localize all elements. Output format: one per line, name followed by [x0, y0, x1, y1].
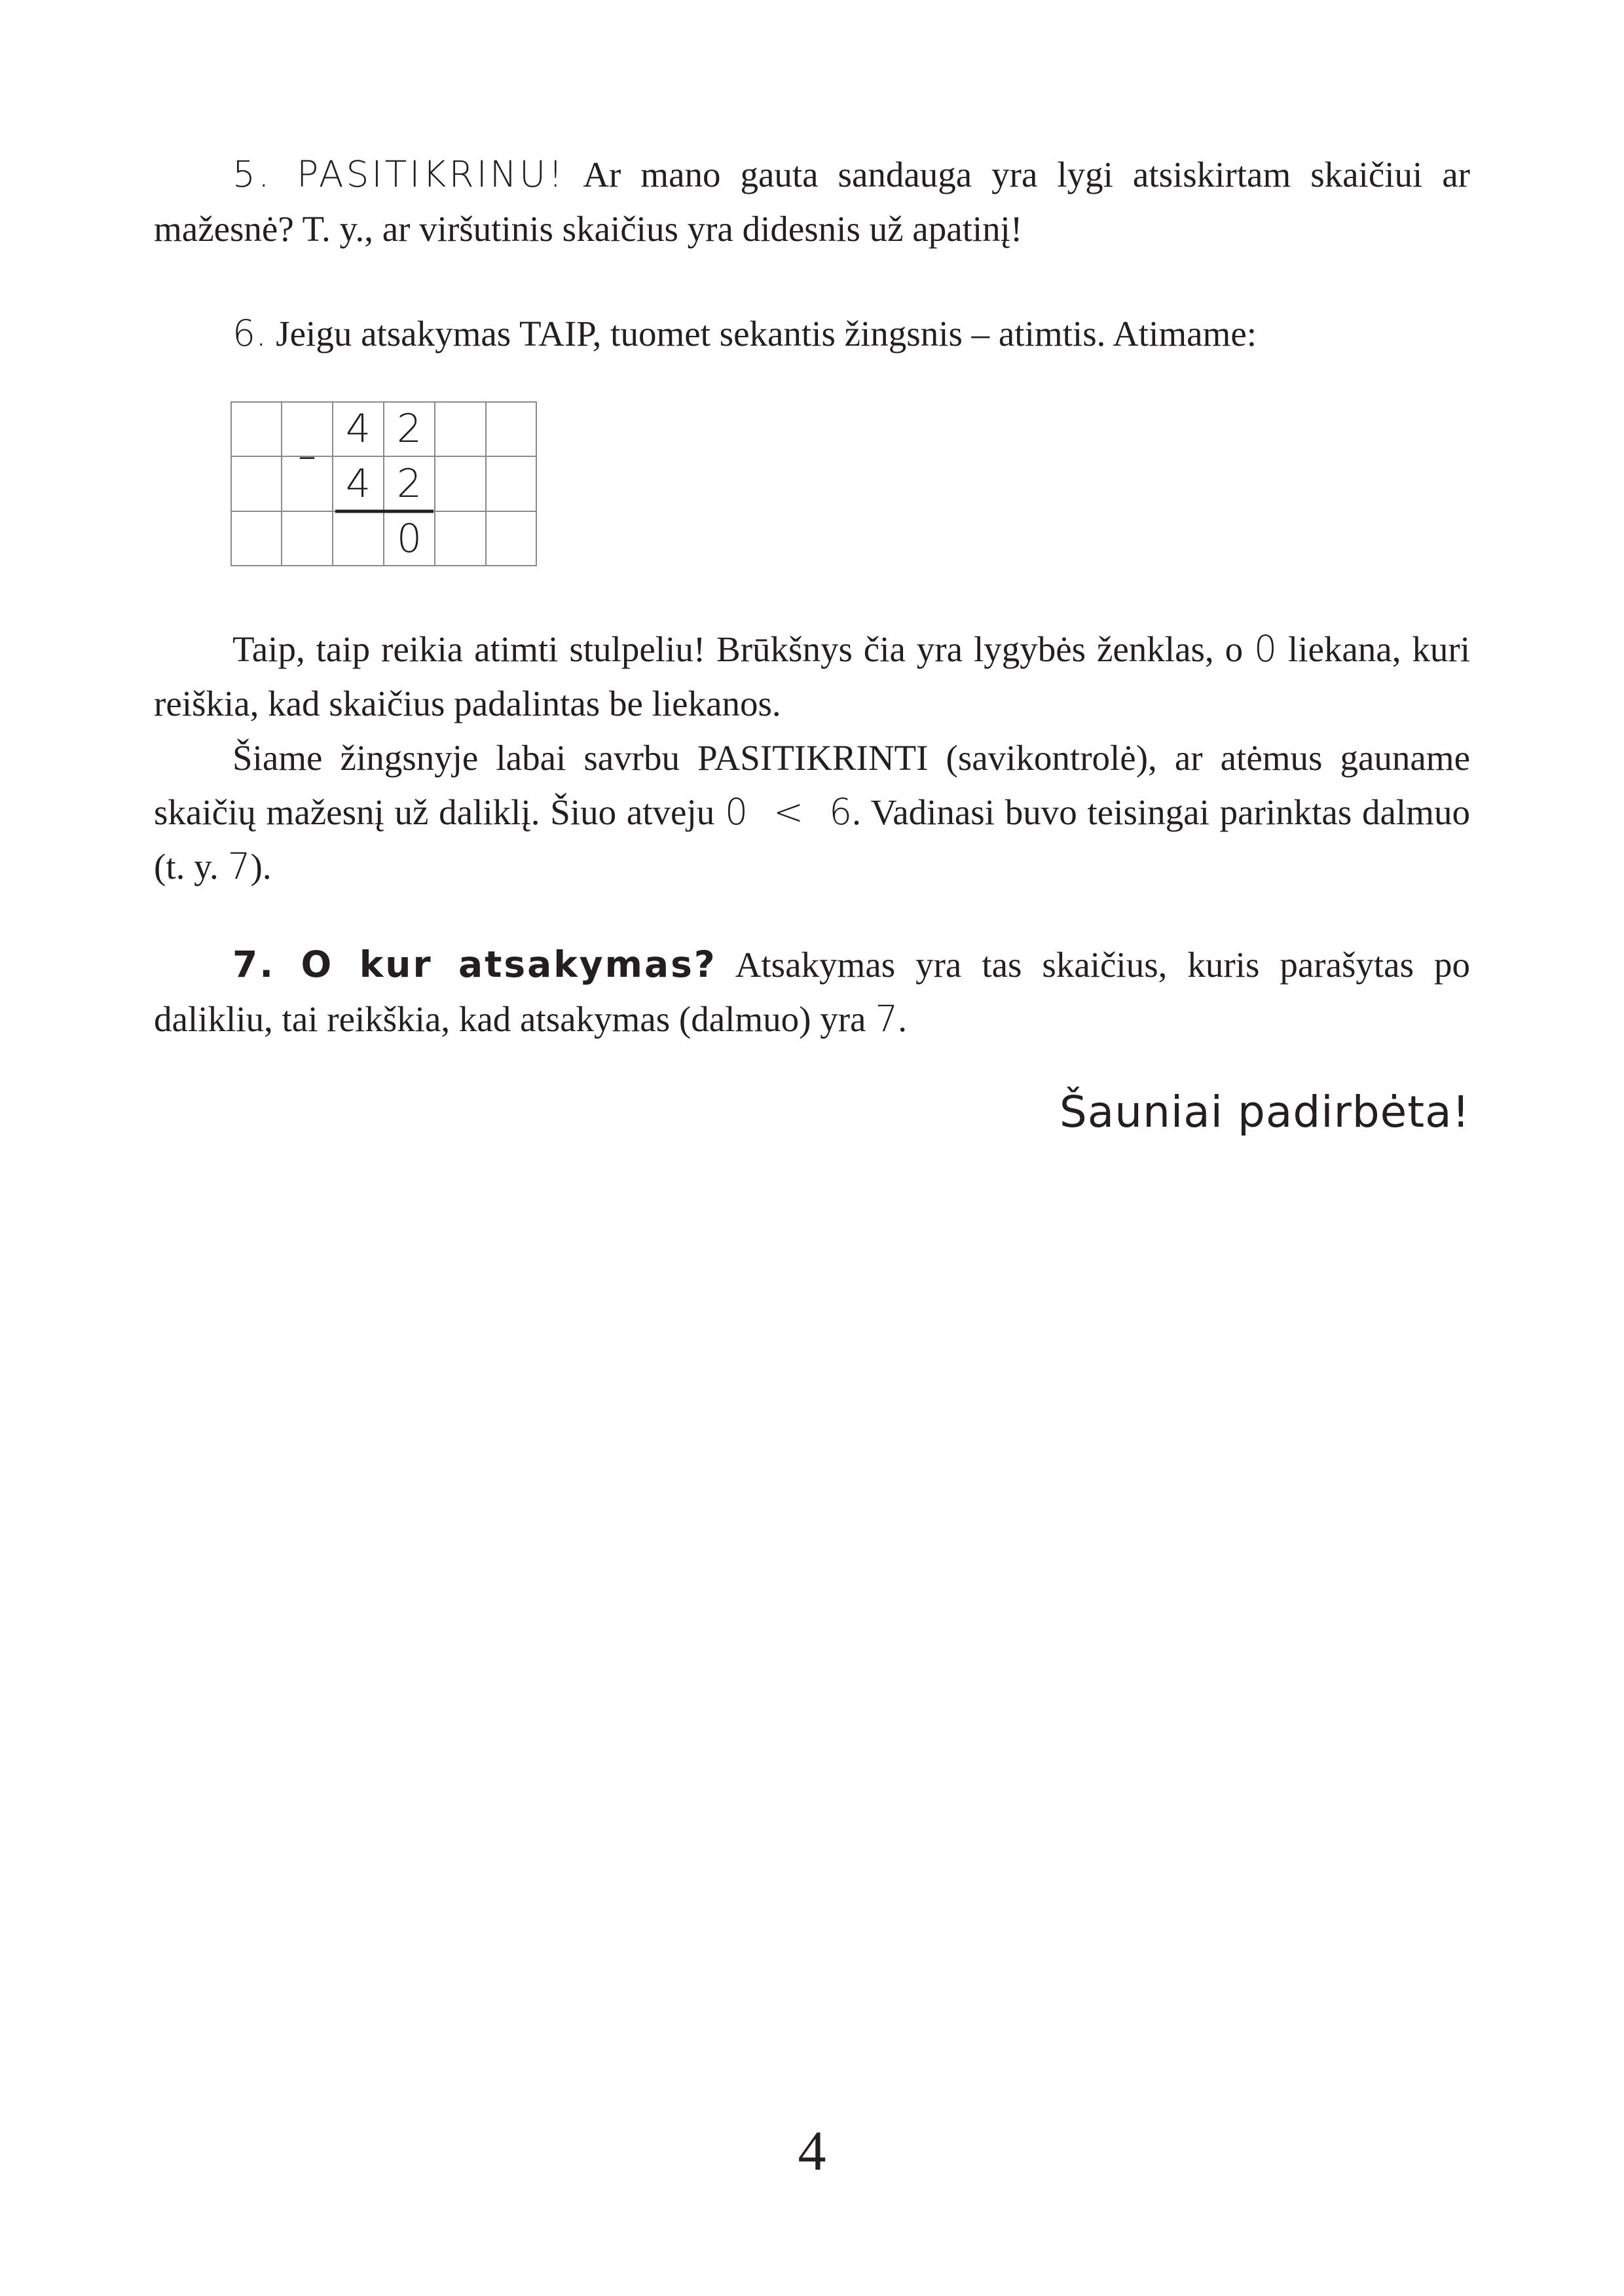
answer-digit: 7 [875, 998, 898, 1040]
step-7-text-a: Atsakymas yra tas skaičius, kuris parašytas po dalikliu, tai reikškia, kad atsakymas (dalmuo) yra [154, 945, 1470, 1039]
quotient-digit: 7 [227, 845, 251, 887]
step-5-label: 5. PASITIKRINU! [232, 153, 566, 195]
minuend-digit: 4 [345, 406, 371, 452]
subtrahend-digit: 4 [345, 461, 371, 507]
step-6-paragraph [154, 306, 1470, 361]
step-7-paragraph [154, 938, 1470, 1046]
step-7-text-b: . [898, 999, 907, 1039]
comparison-expression: 0 < 6 [725, 791, 853, 833]
explanation-2-text-c: ). [250, 847, 272, 886]
minus-sign: – [299, 442, 315, 471]
subtrahend-digit: 2 [396, 461, 422, 507]
explanation-paragraph-2 [154, 731, 1470, 894]
remainder-zero: 0 [1254, 628, 1277, 670]
explanation-2-text-b: . Vadinasi buvo teisingai parinktas dalmuo (t. y. [154, 792, 1470, 886]
step-6-label: 6. [232, 312, 267, 354]
explanation-1-text-b: liekana, kuri reiškia, kad skaičius padalintas be liekanos. [154, 629, 1470, 723]
result-digit: 0 [396, 516, 422, 562]
step-5-paragraph [154, 147, 1470, 256]
page-number: 4 [798, 2119, 826, 2182]
explanation-1-text-a: Taip, taip reikia atimti stulpeliu! Brūkšnys čia yra lygybės ženklas, o [232, 629, 1254, 669]
subtraction-grid [231, 401, 537, 566]
signoff-text: Šauniai padirbėta! [1059, 1087, 1470, 1137]
explanation-2-text-a: Šiame žingsnyje labai savrbu PASITIKRINTI (savikontrolė), ar atėmus gauname skaičių mažesnį už daliklį. Šiuo atveju [154, 738, 1470, 832]
step-7-label: 7. O kur atsakymas? [232, 943, 717, 985]
step-6-text: Jeigu atsakymas TAIP, tuomet sekantis žingsnis – atimtis. Atimame: [267, 314, 1257, 354]
explanation-paragraph-1 [154, 622, 1470, 731]
minuend-digit: 2 [396, 406, 422, 452]
step-5-text: Ar mano gauta sandauga yra lygi atsiskirtam skaičiui ar mažesnė? T. y., ar viršutinis skaičius yra didesnis už apatinį! [154, 155, 1470, 249]
